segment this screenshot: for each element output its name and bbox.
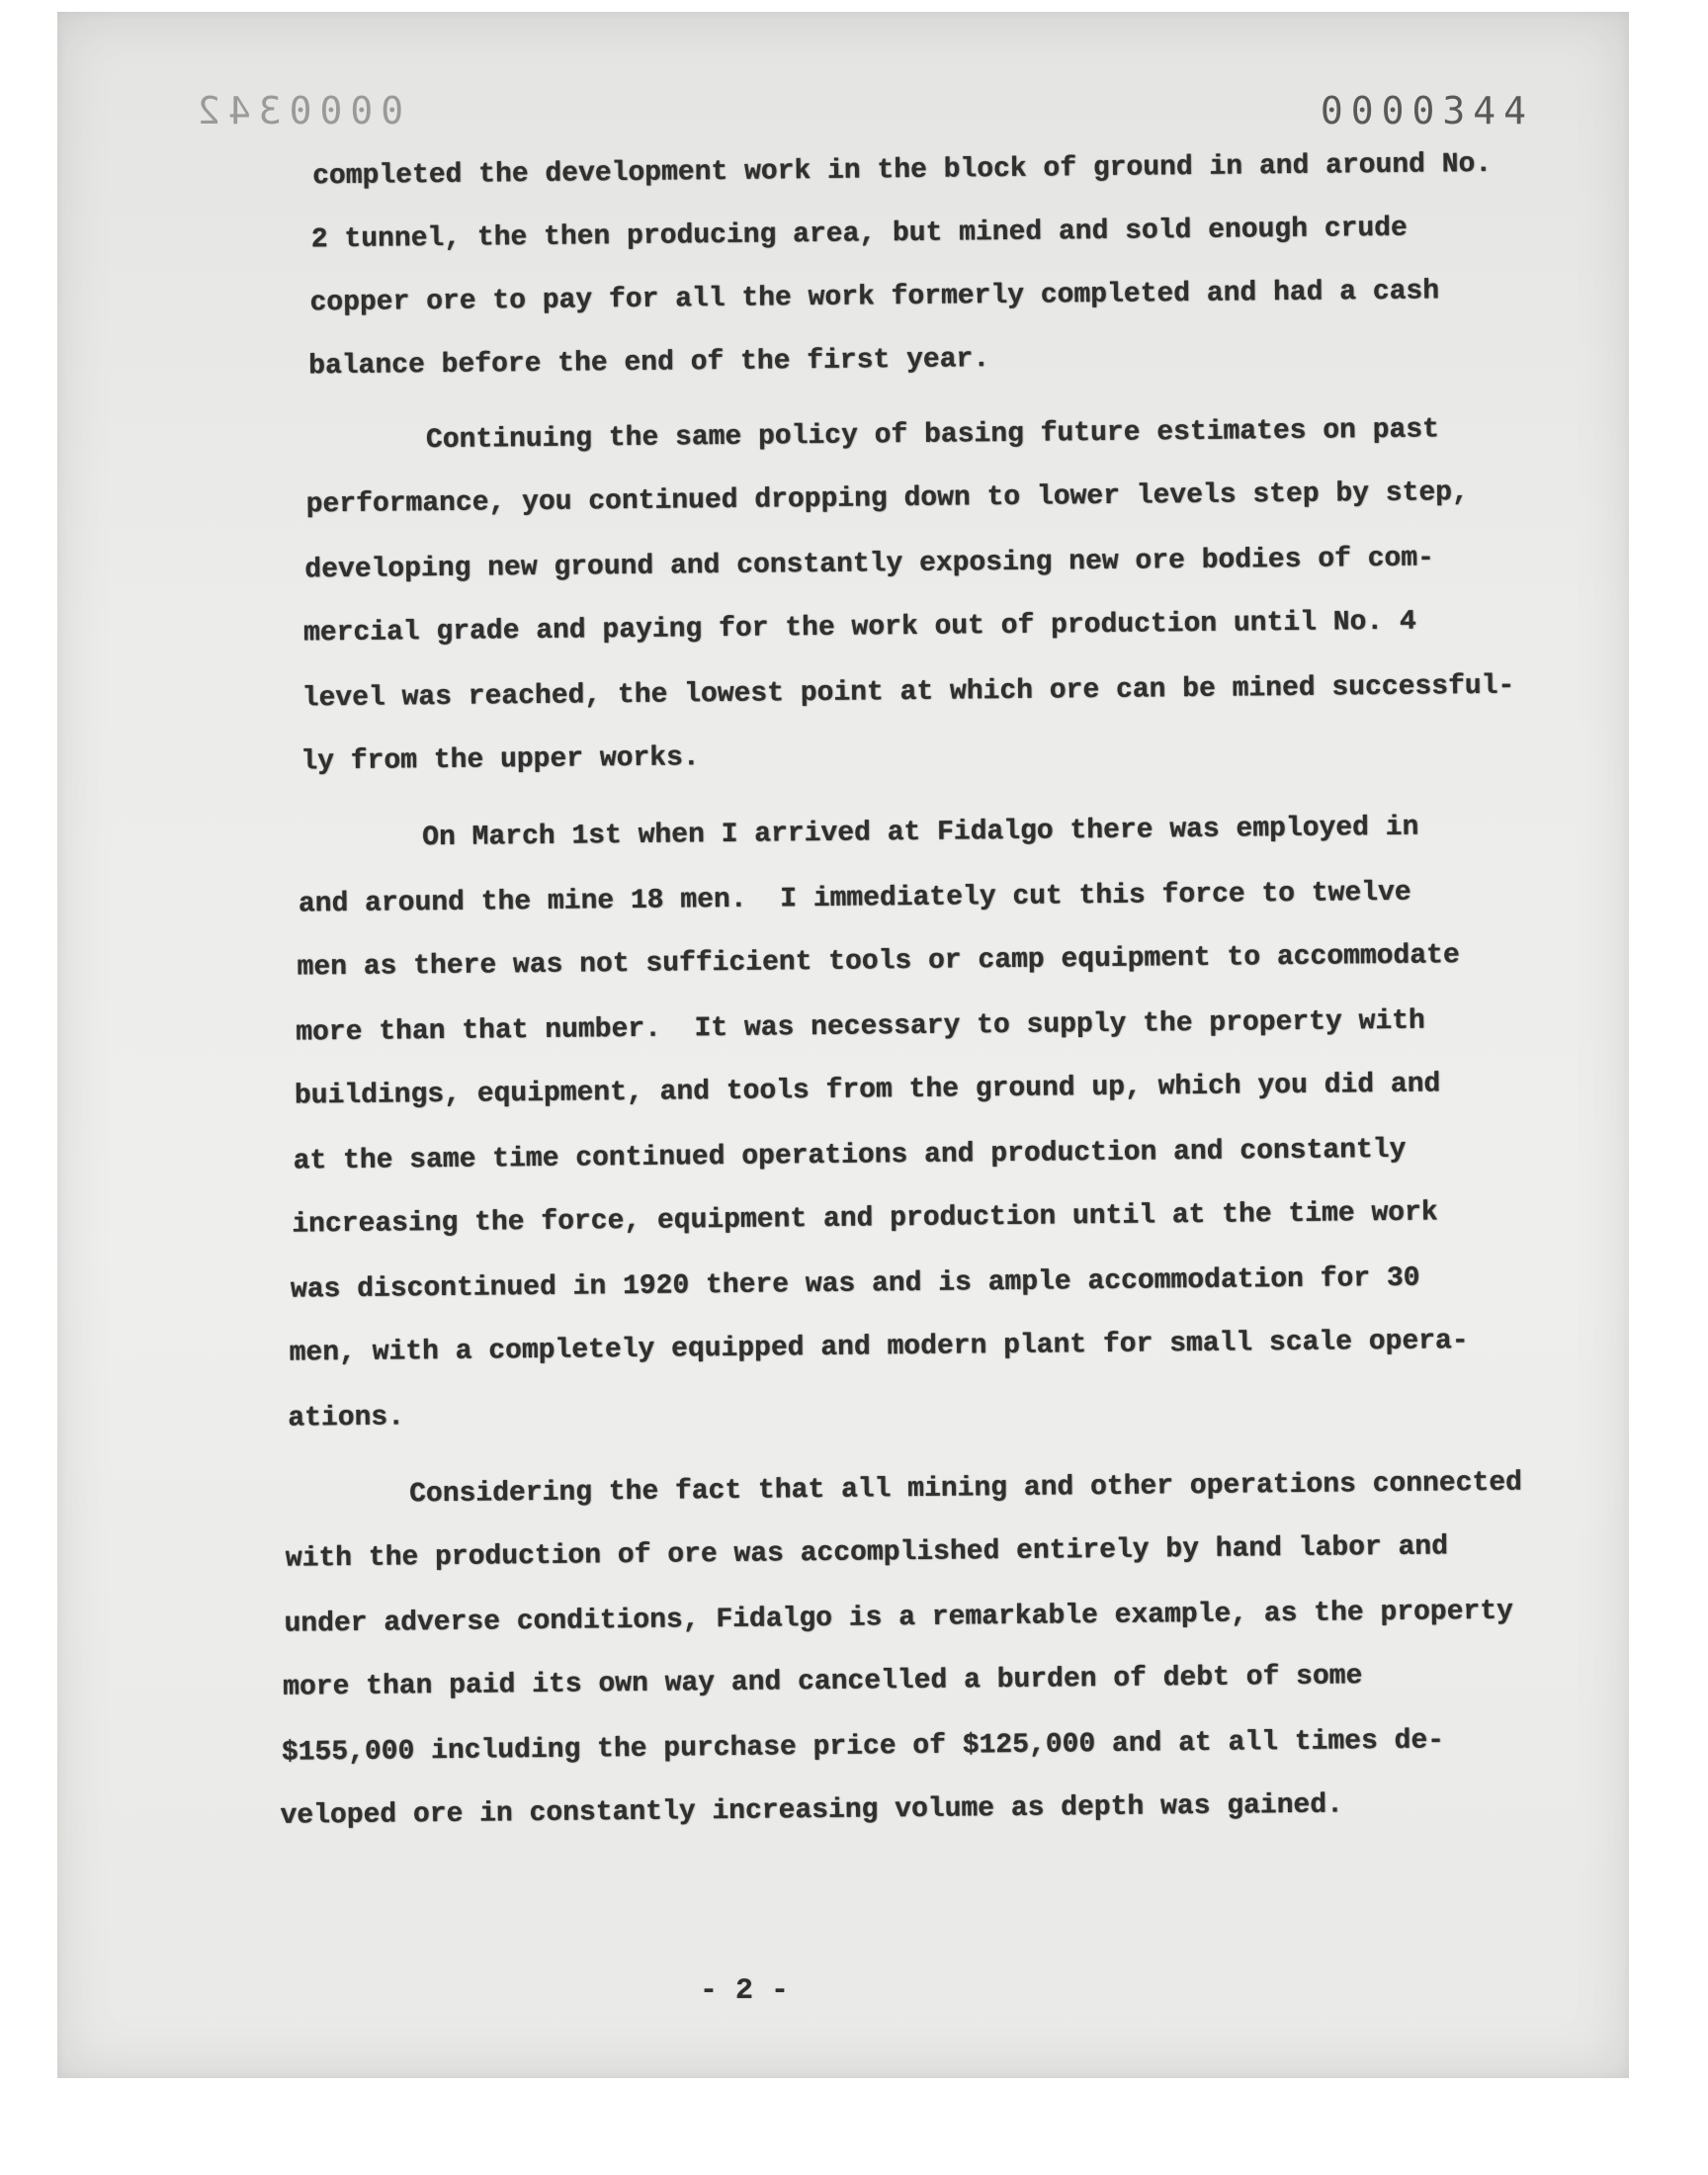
text-line: $155,000 including the purchase price of $125,000 and at all times de- bbox=[281, 1725, 1445, 1769]
text-line: copper ore to pay for all the work formerly completed and had a cash bbox=[309, 276, 1440, 319]
text-line: buildings, equipment, and tools from the ground up, which you did and bbox=[294, 1069, 1441, 1112]
text-line: mercial grade and paying for the work out of production until No. 4 bbox=[302, 606, 1416, 650]
text-line: increasing the force, equipment and production until at the time work bbox=[292, 1197, 1438, 1241]
text-line: men as there was not sufficient tools or camp equipment to accommodate bbox=[297, 940, 1460, 984]
text-line: men, with a completely equipped and modern plant for small scale opera- bbox=[289, 1326, 1469, 1369]
text-line: and around the mine 18 men. I immediately cut this force to twelve bbox=[298, 877, 1411, 920]
letter-body bbox=[57, 143, 1629, 1832]
text-line: veloped ore in constantly increasing volume as depth was gained. bbox=[280, 1789, 1344, 1832]
text-line: at the same time continued operations and production and constantly bbox=[293, 1134, 1407, 1177]
text-line: ations. bbox=[288, 1402, 405, 1435]
text-line: balance before the end of the first year. bbox=[308, 344, 990, 383]
page-number: - 2 - bbox=[699, 1974, 789, 2008]
text-line: level was reached, the lowest point at which ore can be mined successful- bbox=[301, 670, 1515, 715]
text-line: under adverse conditions, Fidalgo is a remarkable example, as the property bbox=[284, 1596, 1514, 1640]
text-line: On March 1st when I arrived at Fidalgo there was employed in bbox=[422, 812, 1419, 854]
text-line: Continuing the same policy of basing future estimates on past bbox=[425, 414, 1440, 457]
text-line: performance, you continued dropping down to lower levels step by step, bbox=[305, 478, 1469, 521]
text-line: developing new ground and constantly exposing new ore bodies of com- bbox=[304, 543, 1435, 586]
document-page bbox=[57, 12, 1629, 2078]
text-line: more than paid its own way and cancelled a burden of debt of some bbox=[283, 1661, 1363, 1703]
text-line: with the production of ore was accomplished entirely by hand labor and bbox=[285, 1531, 1449, 1575]
text-line: Considering the fact that all mining and other operations connected bbox=[408, 1467, 1523, 1511]
page-stamp: 0000344 bbox=[1320, 89, 1534, 132]
text-line: more than that number. It was necessary to supply the property with bbox=[296, 1005, 1425, 1049]
text-line: ly from the upper works. bbox=[300, 742, 700, 778]
text-line: 2 tunnel, the then producing area, but mined and sold enough crude bbox=[310, 213, 1408, 256]
text-line: completed the development work in the block of ground in and around No. bbox=[312, 148, 1493, 193]
text-line: was discontinued in 1920 there was and is ample accommodation for 30 bbox=[290, 1262, 1420, 1306]
page-stamp-mirrored: 0000342 bbox=[190, 89, 404, 132]
